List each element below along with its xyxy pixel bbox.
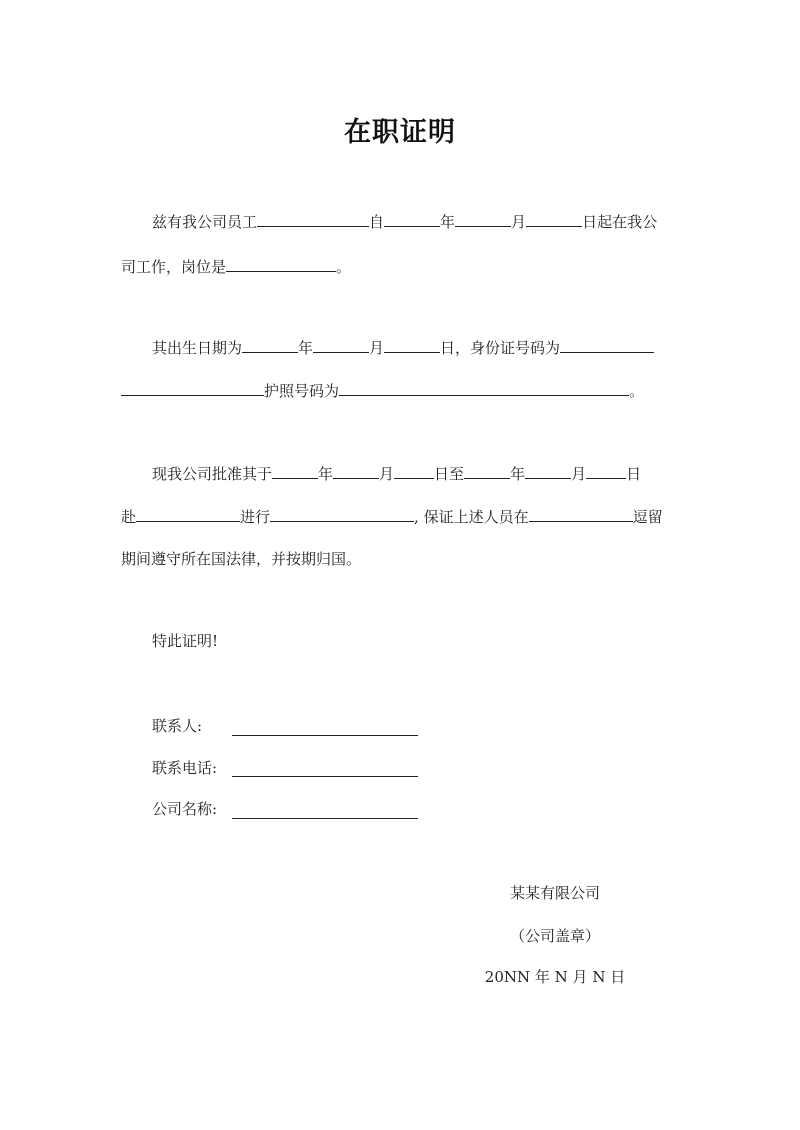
p3-text-7: 日 [626, 465, 642, 483]
p3-text-2: 年 [318, 465, 334, 483]
paragraph-3-line-3 [121, 548, 361, 570]
leave-end-day-blank[interactable] [586, 463, 626, 479]
id-number-blank-2[interactable] [121, 380, 264, 396]
document-title: 在职证明 [344, 117, 456, 148]
p3-text-11: 逗留 [632, 508, 663, 526]
p2-text-3: 月 [369, 339, 385, 357]
p3-text-3: 月 [379, 465, 395, 483]
p3-text-12: 期间遵守所在国法律，并按期归国。 [121, 550, 362, 568]
paragraph-1-line-2 [121, 256, 351, 278]
p1-text-6: 司工作，岗位是 [121, 258, 227, 276]
p2-text-4: 日，身份证号码为 [440, 339, 561, 357]
signature-company: 某某有限公司 [509, 884, 600, 902]
passport-number-blank[interactable] [339, 380, 629, 396]
start-day-blank[interactable] [526, 211, 582, 227]
leave-end-year-blank[interactable] [464, 463, 510, 479]
p1-text-2: 自 [369, 213, 385, 231]
p2-text-6: 。 [629, 382, 645, 400]
p1-text-1: 兹有我公司员工 [152, 213, 258, 231]
contact-person-label: 联系人: [152, 717, 203, 735]
p3-text-4: 日至 [434, 465, 465, 483]
paragraph-2-line-2 [121, 380, 644, 402]
position-blank[interactable] [226, 256, 336, 272]
p3-text-9: 进行 [240, 508, 271, 526]
p1-text-3: 年 [440, 213, 456, 231]
closing-statement: 特此证明! [152, 632, 219, 650]
paragraph-1-line-1 [152, 211, 657, 233]
signature-date: 20NN 年 N 月 N 日 [484, 968, 626, 986]
p1-text-4: 月 [511, 213, 527, 231]
p1-text-5: 日起在我公 [582, 213, 658, 231]
start-year-blank[interactable] [384, 211, 440, 227]
company-name-label: 公司名称: [152, 800, 218, 818]
leave-start-day-blank[interactable] [394, 463, 434, 479]
paragraph-3-line-1 [152, 463, 641, 485]
p3-text-10: , 保证上述人员在 [414, 508, 529, 526]
p3-text-5: 年 [510, 465, 526, 483]
birth-year-blank[interactable] [242, 337, 298, 353]
start-month-blank[interactable] [455, 211, 511, 227]
destination-blank[interactable] [136, 506, 240, 522]
contact-person-blank[interactable] [232, 735, 418, 736]
contact-phone-label: 联系电话: [152, 759, 218, 777]
p2-text-5: 护照号码为 [264, 382, 340, 400]
paragraph-3-line-2 [121, 506, 663, 528]
company-name-blank[interactable] [232, 818, 418, 819]
employee-name-blank[interactable] [257, 211, 369, 227]
p3-text-8: 赴 [121, 508, 137, 526]
leave-end-month-blank[interactable] [525, 463, 571, 479]
purpose-blank[interactable] [270, 506, 414, 522]
id-number-blank-1[interactable] [560, 337, 654, 353]
p2-text-1: 其出生日期为 [152, 339, 243, 357]
birth-month-blank[interactable] [313, 337, 369, 353]
p1-text-7: 。 [336, 258, 352, 276]
leave-start-month-blank[interactable] [333, 463, 379, 479]
signature-seal: （公司盖章） [509, 927, 600, 945]
birth-day-blank[interactable] [384, 337, 440, 353]
paragraph-2-line-1 [152, 337, 654, 359]
p2-text-2: 年 [298, 339, 314, 357]
p3-text-6: 月 [571, 465, 587, 483]
stay-country-blank[interactable] [529, 506, 633, 522]
contact-phone-blank[interactable] [232, 776, 418, 777]
leave-start-year-blank[interactable] [272, 463, 318, 479]
p3-text-1: 现我公司批准其于 [152, 465, 273, 483]
